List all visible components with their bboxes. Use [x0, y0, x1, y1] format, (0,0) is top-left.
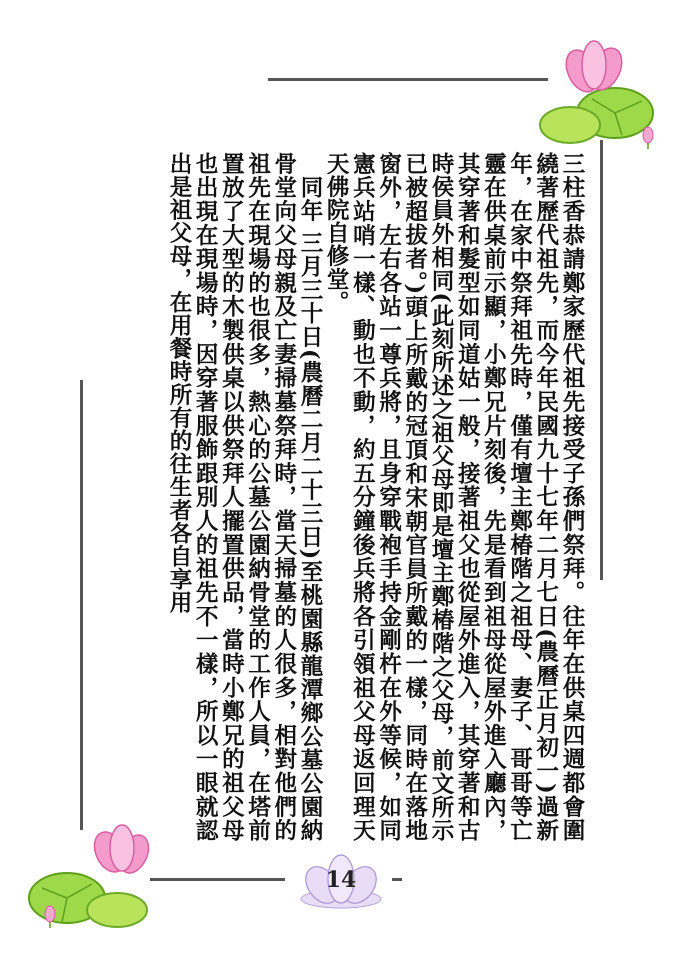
paragraph-2: 同年 三月三十日(農曆二月二十三日)至桃園縣龍潭鄉公墓公園納骨堂向父母親及亡妻掃墓祭拜時，當天掃墓的人很多，相對他們的祖先在現場的也很多，熱心的公墓公園納骨堂的工作人員，在塔前置放了大型的木製供桌以供祭拜人擺置供品，當時小鄭兄的祖父母也出現在現場時，因穿著服飾跟別人的祖先不一樣，所以一眼就認出是祖父母，在用餐時所有的往生者各自享用	[165, 152, 323, 842]
bottom-border-line-right	[392, 878, 402, 881]
top-border-line	[268, 78, 548, 81]
lotus-decoration-bottom-left	[22, 818, 152, 933]
bottom-border-line-left	[150, 878, 285, 881]
left-border-line	[80, 380, 83, 830]
page-number-badge	[298, 853, 384, 911]
body-text	[166, 152, 585, 842]
lotus-decoration-top-right	[530, 35, 665, 150]
right-border-line	[600, 140, 603, 580]
paragraph-1: 三柱香恭請鄭家歷代祖先接受子孫們祭拜。往年在供桌四週都會圍繞著歷代祖先，而今年民國九十七年二月七日(農曆正月初一)過新年，在家中祭拜祖先時，僅有壇主鄭椿階之祖母、妻子、哥哥等亡靈在供桌前示顯，小鄭兄片刻後，先是看到祖母從屋外進入廳內，其穿著和髮型如同道姑一般，接著祖父也從屋外進入，其穿著和古時侯員外相同(此刻所述之祖父母即是壇主鄭椿階之父母，前文所示已被超拔者。)頭上所戴的冠頂和宋朝官員所戴的一樣，同時在落地窗外，左右各站一尊兵將，且身穿戰袍手持金剛杵在外等候，如同憲兵站哨一樣、動也不動，約五分鐘後兵將各引領祖父母返回理天天佛院自修堂。	[323, 152, 585, 842]
page-number: 14	[325, 867, 357, 893]
